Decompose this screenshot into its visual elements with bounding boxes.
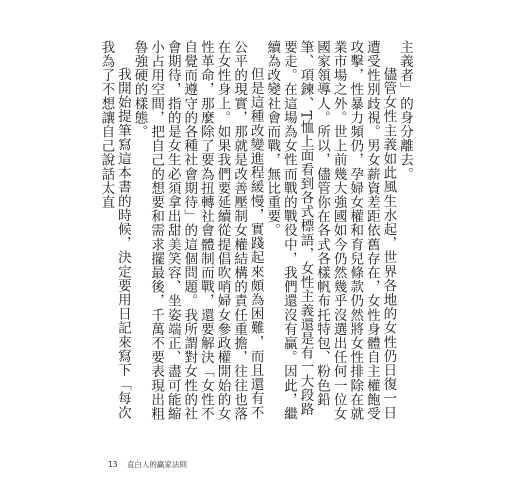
paragraph: 但是這種改變進程緩慢，實踐起來頗為困難，而且還有不公平的現實，那就是改善壓制女權結構的責任重擔，往往也落在女性身上。如果我們要延續從提倡吹哨婦女參政權開始的女性革命，那麼除了要為扭轉社會體制而戰，還要解決「女性不自覺而遵守的各種社會期待」的這個問題。我所謂對女性的社會期待，指的是女生必須拿出甜美笑容、坐姿端正、盡可能縮小占用空間，把自己的想要和需求擺最後，千萬不要表現出粗魯強硬的樣態。: [131, 40, 264, 421]
page-number: 13: [108, 460, 118, 469]
paragraph: 主義者」的身分離去。: [397, 40, 413, 181]
body-text: [98, 40, 413, 425]
paragraph: 儘管女性主義如此風生水起，世界各地的女性仍日復一日遭受性別歧視。男女薪資差距依舊存在，女性身體自主權飽受攻擊，性暴力頻仍，孕婦女權和育兒條款仍然將女性排除在就業市場之外。世上前幾大強國如今仍然幾乎沒選出任何一位女國家領導人。所以，儘管你在各式各樣帆布托特包、粉色鉛筆、項鍊、T恤上面看到各式標語，女性主義還是有一大段路要走。在這場為女性而戰的戰役中，我們還沒有贏。因此，繼續為改變社會而戰，無比重要。: [264, 40, 397, 421]
book-title: 直白人的贏家法則: [126, 460, 187, 469]
page-footer: [108, 459, 187, 470]
paragraph: 我開始提筆寫這本書的時候，決定要用日記來寫下「每次我為了不想讓自己說話太直: [98, 40, 131, 420]
